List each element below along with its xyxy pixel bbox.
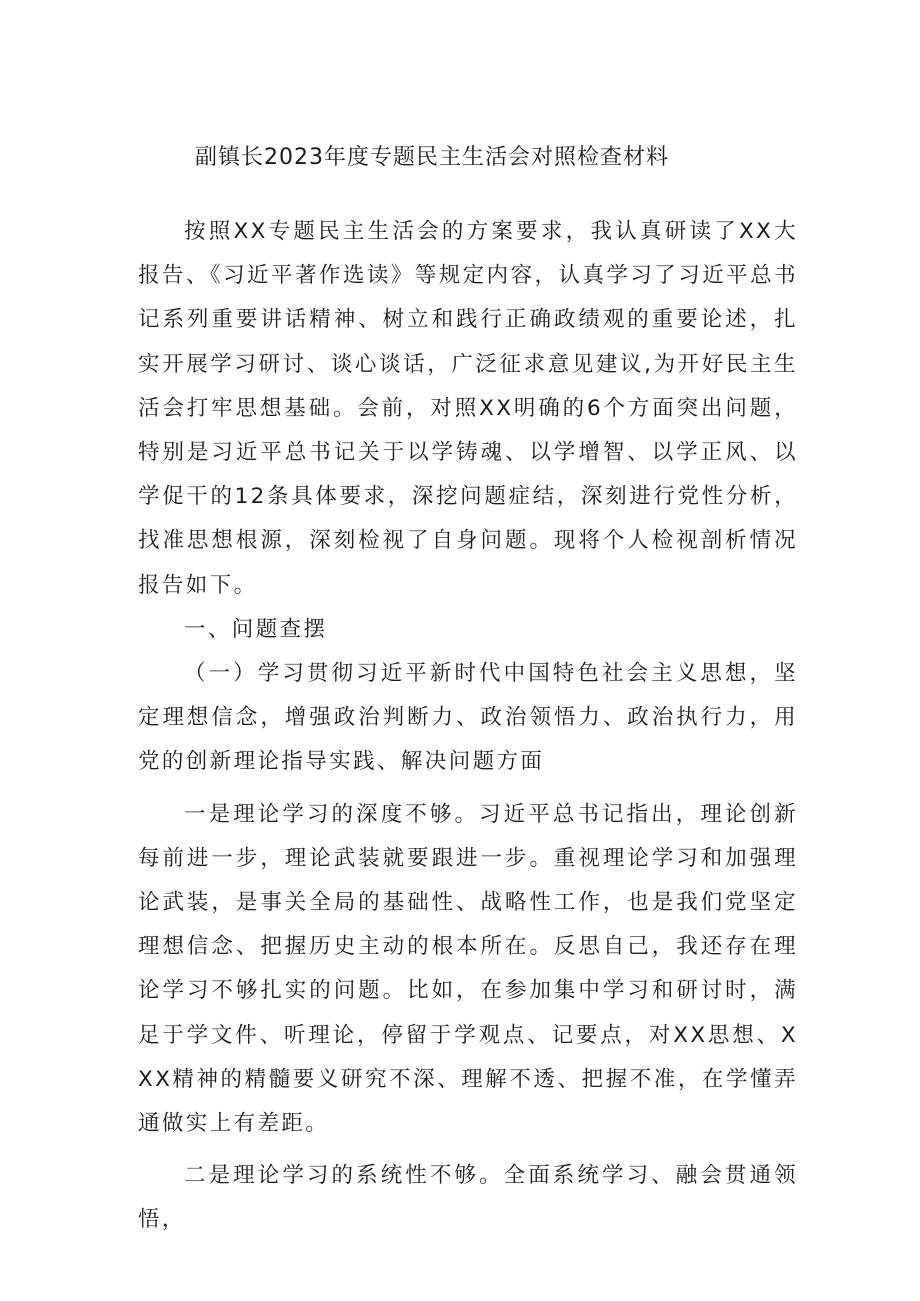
point-paragraph-2: 二是理论学习的系统性不够。全面系统学习、融会贯通领悟， (138, 1163, 798, 1233)
subsection-heading-1: （一）学习贯彻习近平新时代中国特色社会主义思想，坚定理想信念，增强政治判断力、政治领悟力、政治执行力，用党的创新理论指导实践、解决问题方面 (138, 661, 798, 775)
document-title: 副镇长2023年度专题民主生活会对照检查材料 (195, 145, 669, 170)
section-heading-problems: 一、问题查摆 (184, 616, 328, 642)
point-paragraph-1: 一是理论学习的深度不够。习近平总书记指出，理论创新每前进一步，理论武装就要跟进一步。重视理论学习和加强理论武装，是事关全局的基础性、战略性工作，也是我们党坚定理想信念、把握历史主动的根本所在。反思自己，我还存在理论学习不够扎实的问题。比如，在参加集中学习和研讨时，满足于学文件、听理论，停留于学观点、记要点，对XX思想、XXX精神的精髓要义研究不深、理解不透、把握不准，在学懂弄通做实上有差距。 (138, 801, 798, 1137)
document-body (138, 210, 798, 1243)
intro-paragraph: 按照XX专题民主生活会的方案要求，我认真研读了XX大报告、《习近平著作选读》等规定内容，认真学习了习近平总书记系列重要讲话精神、树立和践行正确政绩观的重要论述，扎实开展学习研讨、谈心谈话，广泛征求意见建议,为开好民主生活会打牢思想基础。会前，对照XX明确的6个方面突出问题，特别是习近平总书记关于以学铸魂、以学增智、以学正风、以学促干的12条具体要求，深挖问题症结，深刻进行党性分析，找准思想根源，深刻检视了自身问题。现将个人检视剖析情况报告如下。 (138, 219, 798, 598)
